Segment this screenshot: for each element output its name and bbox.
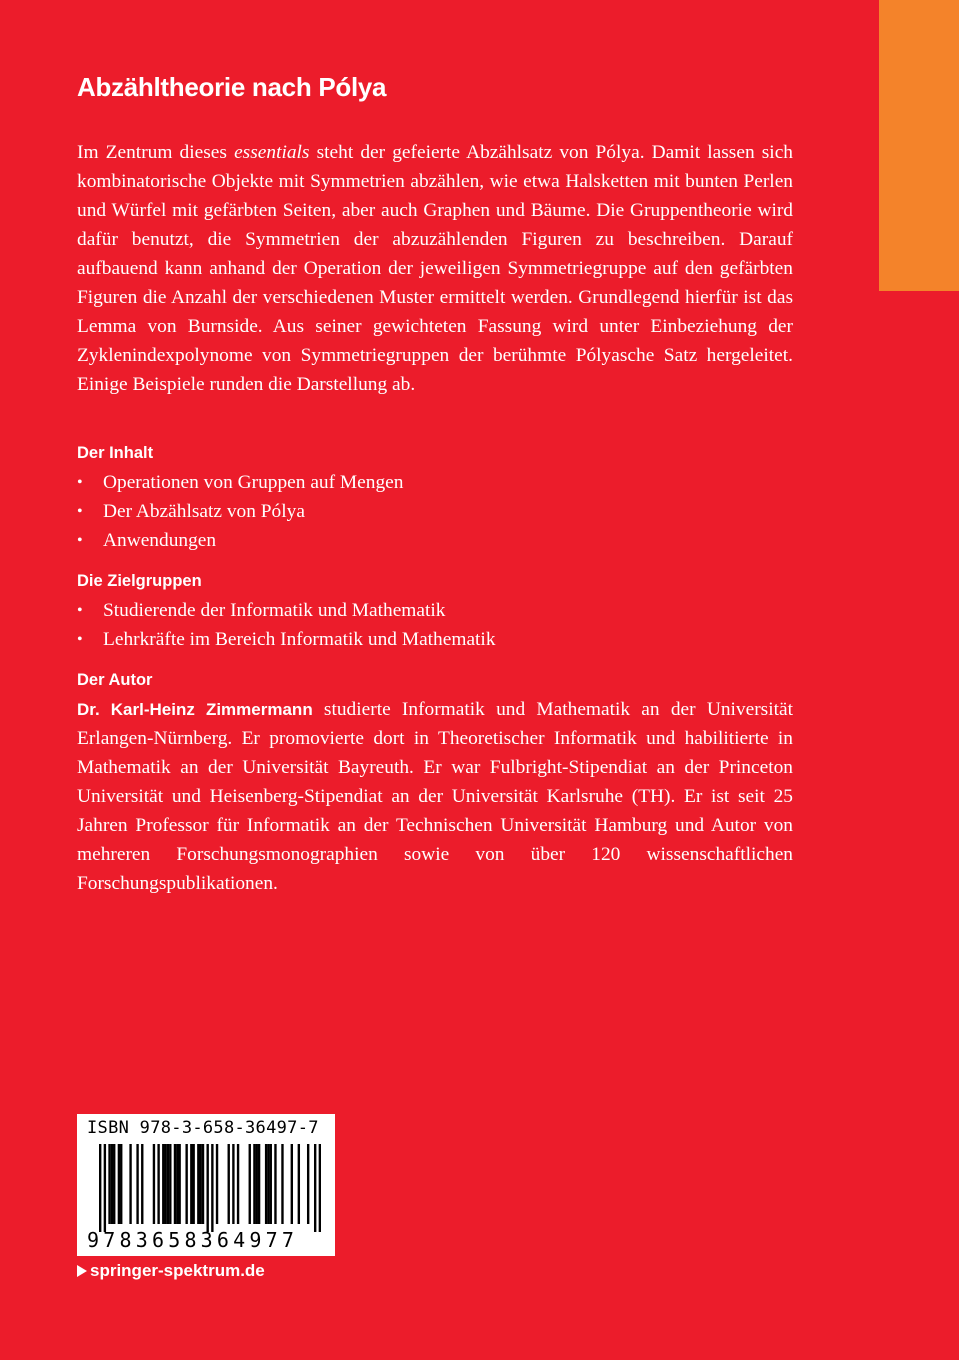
barcode-bar (192, 1144, 194, 1224)
audience-section (77, 570, 793, 654)
barcode-bar (118, 1144, 120, 1224)
barcode-bar (185, 1144, 187, 1224)
barcode-bar (274, 1144, 276, 1224)
barcode-bar (199, 1144, 201, 1224)
barcode-bar (99, 1144, 101, 1232)
publisher-link-text: springer-spektrum.de (90, 1261, 265, 1280)
barcode-bar (253, 1144, 255, 1224)
barcode-bar (176, 1144, 178, 1224)
author-heading: Der Autor (77, 671, 153, 689)
barcode-bar (174, 1144, 176, 1224)
list-item: • Anwendungen (77, 526, 793, 555)
barcode-bar (162, 1144, 164, 1224)
barcode-bar (258, 1144, 260, 1224)
isbn-barcode (77, 1114, 335, 1256)
list-item: • Studierende der Informatik und Mathematik (77, 596, 793, 625)
blurb-text-rest: steht der gefeierte Abzählsatz von Pólya. Damit lassen sich kombinatorische Objekte mit Symmetrien abzählen, wie etwa Halsketten mit bunten Perlen und Würfel mit gefärbten Seiten, aber auch Graphen und Bäume. Die Gruppentheorie wird dafür benutzt, die Symmetrien der abzuzählenden Figuren zu beschreiben. Darauf aufbauend kann anhand der Operation der jeweiligen Symmetriegruppe auf den gefärbten Figuren die Anzahl der verschiedenen Muster ermittelt werden. Grundlegend hierfür ist das Lemma von Burnside. Aus seiner gewichteten Fassung wird unter Einbeziehung der Zyklenindexpolynome von Symmetriegruppen der berühmte Pólyasche Satz hergeleitet. Einige Beispiele runden die Darstellung ab. (77, 142, 793, 395)
author-section (77, 669, 793, 898)
barcode-bars (99, 1144, 321, 1232)
barcode-bar (314, 1144, 316, 1232)
barcode-bar (167, 1144, 169, 1224)
barcode-bar (202, 1144, 204, 1224)
barcode-bar (249, 1144, 251, 1224)
barcode-bar (270, 1144, 272, 1224)
barcode-bar (206, 1144, 208, 1232)
barcode-bar (129, 1144, 131, 1224)
barcode-bar (232, 1144, 234, 1224)
isbn-label: ISBN 978-3-658-36497-7 (87, 1118, 319, 1138)
audience-list (77, 596, 793, 654)
orange-accent-tab (879, 0, 959, 291)
list-item: • Der Abzählsatz von Pólya (77, 497, 793, 526)
barcode-bar (281, 1144, 283, 1224)
barcode-bar (319, 1144, 321, 1232)
barcode-bar (164, 1144, 166, 1224)
barcode-digits: 9783658364977 (87, 1228, 299, 1252)
publisher-link[interactable] (77, 1261, 265, 1281)
barcode-bar (169, 1144, 171, 1224)
barcode-bar (104, 1144, 106, 1232)
author-bio (77, 695, 793, 898)
barcode-bar (141, 1144, 143, 1224)
barcode-bar (265, 1144, 267, 1224)
content-heading: Der Inhalt (77, 444, 154, 462)
blurb-text-start: Im Zentrum dieses (77, 142, 235, 163)
barcode-bar (108, 1144, 110, 1224)
content-list (77, 468, 793, 555)
book-title: Abzähltheorie nach Pólya (77, 72, 387, 102)
barcode-bar (298, 1144, 300, 1224)
barcode-bar (111, 1144, 113, 1224)
barcode-bar (113, 1144, 115, 1224)
barcode-bar (153, 1144, 155, 1224)
barcode-bar (120, 1144, 122, 1224)
audience-heading: Die Zielgruppen (77, 572, 202, 590)
author-bio-text: studierte Informatik und Mathematik an der Universität Erlangen-Nürnberg. Er promovierte dort in Theoretischer Informatik und habilitierte in Mathematik an der Universität Bayreuth. Er war Fulbright-Stipendiat an der Princeton Universität und Heisenberg-Stipendiat an der Universität Karlsruhe (TH). Er ist seit 25 Jahren Professor für Informatik an der Technischen Universität Hamburg und Autor von mehreren Forschungsmonographien sowie von über 120 wissenschaftlichen Forschungspublikationen. (77, 699, 793, 894)
barcode-bar (197, 1144, 199, 1224)
arrow-right-icon (77, 1265, 87, 1277)
barcode-bar (190, 1144, 192, 1224)
list-item: • Lehrkräfte im Bereich Informatik und Mathematik (77, 625, 793, 654)
barcode-bar (291, 1144, 293, 1224)
barcode-bar (157, 1144, 159, 1224)
barcode-bar (136, 1144, 138, 1224)
barcode-bar (228, 1144, 230, 1224)
list-item: • Operationen von Gruppen auf Mengen (77, 468, 793, 497)
barcode-bar (267, 1144, 269, 1224)
content-section (77, 442, 793, 555)
description-blurb (77, 138, 793, 399)
barcode-bar (216, 1144, 218, 1224)
barcode-bar (307, 1144, 309, 1224)
barcode-bar (211, 1144, 213, 1232)
barcode-bar (178, 1144, 180, 1224)
author-name: Dr. Karl-Heinz Zimmermann (77, 700, 313, 719)
barcode-bar (237, 1144, 239, 1224)
barcode-bar (256, 1144, 258, 1224)
blurb-italic-term: essentials (234, 142, 310, 163)
